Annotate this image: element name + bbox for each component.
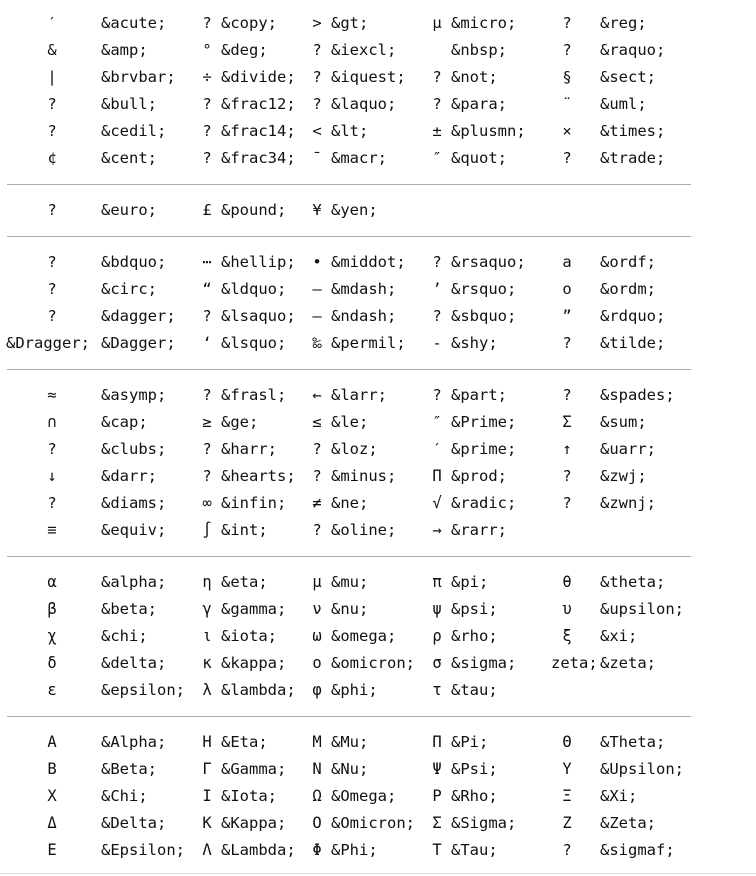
entity-symbol: ? [562, 14, 572, 32]
entity-row [0, 10, 756, 37]
entity-symbol: Ε [47, 841, 57, 859]
entity-name: &dagger; [101, 307, 176, 325]
entity-name: &mdash; [331, 280, 397, 298]
entity-symbol: ∩ [47, 413, 57, 431]
entity-name: &pi; [451, 573, 489, 591]
entity-symbol: o [562, 280, 572, 298]
entity-name: &uml; [600, 95, 647, 113]
entity-name: &uarr; [600, 440, 656, 458]
entity-name: &frac14; [221, 122, 296, 140]
entity-name: &shy; [451, 334, 498, 352]
entity-name: &spades; [600, 386, 675, 404]
entity-name: &tau; [451, 681, 498, 699]
entity-symbol: Τ [432, 841, 442, 859]
entity-row [0, 596, 756, 623]
entity-name: &Eta; [221, 733, 268, 751]
entity-name: &zwnj; [600, 494, 656, 512]
entity-symbol: ? [562, 41, 572, 59]
entity-symbol: ? [312, 68, 322, 86]
entity-symbol: ? [562, 841, 572, 859]
entity-name: &yen; [331, 201, 378, 219]
entity-name: &larr; [331, 386, 387, 404]
entity-name: &Gamma; [221, 760, 287, 778]
entity-symbol: Ψ [432, 760, 442, 778]
entity-symbol: μ [312, 573, 322, 591]
entity-symbol: ? [432, 253, 442, 271]
entity-symbol [547, 197, 587, 224]
entity-name: &theta; [600, 573, 666, 591]
entity-symbol: ? [432, 307, 442, 325]
entity-name: &Dagger; [101, 334, 176, 352]
entity-name: &darr; [101, 467, 157, 485]
entity-symbol: γ [202, 600, 212, 618]
entity-symbol: × [562, 122, 572, 140]
entity-name: &Kappa; [221, 814, 287, 832]
entity-name: &Mu; [331, 733, 369, 751]
entity-name: &rsaquo; [451, 253, 526, 271]
entity-name: &raquo; [600, 41, 666, 59]
entity-name: &reg; [600, 14, 647, 32]
entity-name: &harr; [221, 440, 277, 458]
entity-name: &Beta; [101, 760, 157, 778]
entity-row [0, 249, 756, 276]
entity-symbol: ? [202, 386, 212, 404]
entity-symbol: — [312, 280, 322, 298]
entity-symbol: χ [47, 627, 57, 645]
entity-symbol: ? [562, 149, 572, 167]
entity-symbol: Σ [432, 814, 442, 832]
entity-name: &asymp; [101, 386, 167, 404]
entity-name: &acute; [101, 14, 167, 32]
entity-symbol: ? [562, 467, 572, 485]
entity-symbol: √ [432, 494, 442, 512]
entity-symbol: ε [47, 681, 57, 699]
entity-name: &zwj; [600, 467, 647, 485]
bottom-divider [0, 873, 756, 874]
entity-name: &sbquo; [451, 307, 517, 325]
entity-name: &bull; [101, 95, 157, 113]
entity-symbol: ≥ [202, 413, 212, 431]
entity-name: &zeta; [600, 654, 656, 672]
entity-name: &not; [451, 68, 498, 86]
entity-symbol: θ [562, 573, 572, 591]
entity-symbol: ↓ [47, 467, 57, 485]
entity-name: &pound; [221, 201, 287, 219]
entity-name: &rsquo; [451, 280, 517, 298]
entity-row [0, 729, 756, 756]
entity-symbol: β [47, 600, 57, 618]
entity-name: &eta; [221, 573, 268, 591]
entity-name: &gt; [331, 14, 369, 32]
entity-symbol: ≈ [47, 386, 57, 404]
entity-name: &int; [221, 521, 268, 539]
entity-name: &permil; [331, 334, 406, 352]
entity-name: &Pi; [451, 733, 489, 751]
entity-name: &sect; [600, 68, 656, 86]
entity-name: &tilde; [600, 334, 666, 352]
entity-name: &macr; [331, 149, 387, 167]
entity-name: &para; [451, 95, 507, 113]
entity-name: &Theta; [600, 733, 666, 751]
entity-symbol: ¯ [312, 149, 322, 167]
entity-name: &cent; [101, 149, 157, 167]
entity-name: &prime; [451, 440, 517, 458]
entity-symbol: ¥ [312, 201, 322, 219]
entity-name: &phi; [331, 681, 378, 699]
entity-symbol: ν [312, 600, 322, 618]
entity-symbol: ? [202, 14, 212, 32]
entity-name: &ge; [221, 413, 259, 431]
entity-name: &plusmn; [451, 122, 526, 140]
entity-name: &clubs; [101, 440, 167, 458]
section-divider [7, 556, 691, 557]
entity-symbol: Φ [312, 841, 322, 859]
entity-symbol: § [562, 68, 572, 86]
entity-name: &ne; [331, 494, 369, 512]
entity-row [0, 382, 756, 409]
entity-symbol: ? [47, 440, 57, 458]
entity-symbol: ↑ [562, 440, 572, 458]
entity-symbol: ± [432, 122, 442, 140]
entity-symbol: ρ [432, 627, 442, 645]
entity-symbol: Ζ [562, 814, 572, 832]
entity-row [0, 650, 756, 677]
entity-symbol: φ [312, 681, 322, 699]
entity-symbol: Λ [202, 841, 212, 859]
entity-name: &bdquo; [101, 253, 167, 271]
entity-symbol: ” [562, 307, 572, 325]
entity-name: &Chi; [101, 787, 148, 805]
entity-name: &omicron; [331, 654, 415, 672]
entity-name: &ordm; [600, 280, 656, 298]
entity-name: &Omicron; [331, 814, 415, 832]
entity-symbol: < [312, 122, 322, 140]
entity-row [0, 276, 756, 303]
entity-name: &iexcl; [331, 41, 397, 59]
entity-name: &ordf; [600, 253, 656, 271]
entity-symbol: ? [47, 201, 57, 219]
entity-name: &Xi; [600, 787, 638, 805]
entity-name: &omega; [331, 627, 397, 645]
entity-name: &cap; [101, 413, 148, 431]
entity-name: &Iota; [221, 787, 277, 805]
entity-row [0, 623, 756, 650]
entity-name: &lambda; [221, 681, 296, 699]
entity-symbol: | [47, 68, 57, 86]
entity-symbol: ‘ [202, 334, 212, 352]
entity-symbol: ’ [432, 280, 442, 298]
entity-symbol: Ξ [562, 787, 572, 805]
entity-symbol: ⋯ [202, 253, 212, 271]
entity-name: &Omega; [331, 787, 397, 805]
entity-symbol: &Dragger; [6, 334, 90, 352]
entity-name: &quot; [451, 149, 507, 167]
entity-name: &Zeta; [600, 814, 656, 832]
entity-name: &Prime; [451, 413, 517, 431]
entity-name: &lsquo; [221, 334, 287, 352]
entity-name: &rho; [451, 627, 498, 645]
entity-symbol: ″ [432, 149, 442, 167]
entity-symbol: ? [202, 122, 212, 140]
entity-symbol: ? [312, 467, 322, 485]
entity-row [0, 810, 756, 837]
section-divider [7, 369, 691, 370]
entity-symbol: ξ [562, 627, 572, 645]
entity-symbol: ? [312, 41, 322, 59]
entity-name: &le; [331, 413, 369, 431]
entity-symbol: Ρ [432, 787, 442, 805]
entity-symbol: ¨ [562, 95, 572, 113]
entity-name: &prod; [451, 467, 507, 485]
entity-symbol: ? [202, 95, 212, 113]
entity-symbol: - [432, 334, 442, 352]
entity-name: &micro; [451, 14, 517, 32]
entity-name: &iota; [221, 627, 277, 645]
entity-row [0, 756, 756, 783]
entity-symbol: ≠ [312, 494, 322, 512]
entity-name: &nu; [331, 600, 369, 618]
entity-row [0, 490, 756, 517]
entity-name: &brvbar; [101, 68, 176, 86]
entity-symbol: ι [202, 627, 212, 645]
entity-row [0, 436, 756, 463]
entity-symbol: Ω [312, 787, 322, 805]
entity-symbol: Π [432, 467, 442, 485]
entity-name: &sum; [600, 413, 647, 431]
entity-symbol: Π [432, 733, 442, 751]
entity-row [0, 197, 756, 224]
entity-name: &iquest; [331, 68, 406, 86]
entity-name: &chi; [101, 627, 148, 645]
entity-symbol: ? [47, 122, 57, 140]
entity-name: &diams; [101, 494, 167, 512]
entity-symbol: τ [432, 681, 442, 699]
entity-name: &radic; [451, 494, 517, 512]
entity-symbol: zeta; [551, 654, 598, 672]
entity-name: &minus; [331, 467, 397, 485]
entity-symbol: & [47, 41, 57, 59]
entity-symbol: ? [312, 440, 322, 458]
entity-name: &deg; [221, 41, 268, 59]
section-divider [7, 716, 691, 717]
entity-symbol: → [432, 521, 442, 539]
entity-symbol: ω [312, 627, 322, 645]
entity-symbol: ? [432, 386, 442, 404]
entity-symbol: ″ [432, 413, 442, 431]
entity-symbol: υ [562, 600, 572, 618]
entity-symbol: ? [202, 307, 212, 325]
entity-symbol: Δ [47, 814, 57, 832]
entity-name: &Epsilon; [101, 841, 185, 859]
entity-name: &frac12; [221, 95, 296, 113]
entity-name: &laquo; [331, 95, 397, 113]
entity-name: &frasl; [221, 386, 287, 404]
entity-name: &nbsp; [451, 41, 507, 59]
entity-name: &Rho; [451, 787, 498, 805]
entity-symbol: ? [312, 521, 322, 539]
entity-symbol: ≡ [47, 521, 57, 539]
entity-row [0, 37, 756, 64]
entity-row [0, 517, 756, 544]
entity-name: &beta; [101, 600, 157, 618]
entity-name: &Psi; [451, 760, 498, 778]
entity-symbol: Γ [202, 760, 212, 778]
entity-name: &infin; [221, 494, 287, 512]
entity-symbol: Ι [202, 787, 212, 805]
entity-symbol: ′ [432, 440, 442, 458]
entity-symbol: η [202, 573, 212, 591]
entity-name: &delta; [101, 654, 167, 672]
entity-symbol: Σ [562, 413, 572, 431]
entity-symbol: ο [312, 654, 322, 672]
entity-symbol: κ [202, 654, 212, 672]
entity-name: &equiv; [101, 521, 167, 539]
entity-symbol: α [47, 573, 57, 591]
entity-name: &amp; [101, 41, 148, 59]
section-divider [7, 184, 691, 185]
entity-symbol: Α [47, 733, 57, 751]
entity-symbol: – [312, 307, 322, 325]
entity-row [0, 118, 756, 145]
entity-row [0, 145, 756, 172]
entity-symbol: ? [47, 253, 57, 271]
entity-name: &psi; [451, 600, 498, 618]
entity-name: &Upsilon; [600, 760, 684, 778]
entity-row [0, 330, 756, 357]
entity-name: &gamma; [221, 600, 287, 618]
entity-name: &oline; [331, 521, 397, 539]
entity-row [0, 783, 756, 810]
entity-name: &xi; [600, 627, 638, 645]
entity-name: &kappa; [221, 654, 287, 672]
entity-symbol: δ [47, 654, 57, 672]
entity-symbol: ? [202, 440, 212, 458]
entity-symbol: Ο [312, 814, 322, 832]
entity-name: &divide; [221, 68, 296, 86]
entity-symbol: a [562, 253, 572, 271]
entity-name: &lt; [331, 122, 369, 140]
entity-symbol [547, 517, 587, 544]
entity-symbol: ¢ [47, 149, 57, 167]
entity-name: &Nu; [331, 760, 369, 778]
entity-symbol: ‰ [312, 334, 322, 352]
entity-symbol: ? [562, 386, 572, 404]
entity-symbol: ÷ [202, 68, 212, 86]
entity-symbol: ′ [47, 14, 57, 32]
entity-name: &ndash; [331, 307, 397, 325]
entity-symbol [417, 197, 457, 224]
entity-name: &Delta; [101, 814, 167, 832]
entity-row [0, 677, 756, 704]
entity-row [0, 569, 756, 596]
entity-name: &euro; [101, 201, 157, 219]
entity-symbol: ? [432, 68, 442, 86]
entity-name: &copy; [221, 14, 277, 32]
entity-symbol: ∞ [202, 494, 212, 512]
entity-name: &trade; [600, 149, 666, 167]
entity-name: &times; [600, 122, 666, 140]
entity-row [0, 409, 756, 436]
entity-symbol: ° [202, 41, 212, 59]
entity-name: &rdquo; [600, 307, 666, 325]
entity-symbol: ∫ [202, 521, 212, 539]
entity-symbol: ? [47, 494, 57, 512]
entity-name: &rarr; [451, 521, 507, 539]
entity-name: &Tau; [451, 841, 498, 859]
entity-symbol: Θ [562, 733, 572, 751]
entity-name: &ldquo; [221, 280, 287, 298]
entity-name: &Phi; [331, 841, 378, 859]
entity-name: &alpha; [101, 573, 167, 591]
entity-symbol: “ [202, 280, 212, 298]
entity-name: &middot; [331, 253, 406, 271]
entity-symbol: ? [202, 467, 212, 485]
entity-name: &hellip; [221, 253, 296, 271]
entity-row [0, 303, 756, 330]
entity-symbol: λ [202, 681, 212, 699]
entity-name: &lsaquo; [221, 307, 296, 325]
entity-name: &cedil; [101, 122, 167, 140]
entity-row [0, 463, 756, 490]
entity-name: &loz; [331, 440, 378, 458]
entity-symbol: Κ [202, 814, 212, 832]
entity-symbol: Η [202, 733, 212, 751]
entity-name: &Sigma; [451, 814, 517, 832]
entity-row [0, 64, 756, 91]
entity-symbol: ? [202, 149, 212, 167]
entity-name: &Lambda; [221, 841, 296, 859]
entity-symbol: σ [432, 654, 442, 672]
entity-name: &sigma; [451, 654, 517, 672]
entity-name: &frac34; [221, 149, 296, 167]
entity-symbol: Β [47, 760, 57, 778]
entity-symbol: Χ [47, 787, 57, 805]
entity-name: &epsilon; [101, 681, 185, 699]
entity-symbol: ? [47, 280, 57, 298]
entity-name: &Alpha; [101, 733, 167, 751]
entity-symbol: £ [202, 201, 212, 219]
entity-name: &part; [451, 386, 507, 404]
entity-row [0, 837, 756, 864]
section-divider [7, 236, 691, 237]
entity-symbol: ← [312, 386, 322, 404]
entity-symbol [547, 677, 587, 704]
entity-symbol: ? [312, 95, 322, 113]
entity-symbol: ? [47, 307, 57, 325]
entity-symbol: ≤ [312, 413, 322, 431]
entity-symbol: ? [562, 334, 572, 352]
entity-symbol: Μ [312, 733, 322, 751]
entity-row [0, 91, 756, 118]
entity-symbol: > [312, 14, 322, 32]
entity-symbol: π [432, 573, 442, 591]
entity-name: &mu; [331, 573, 369, 591]
entity-name: &upsilon; [600, 600, 684, 618]
entity-name: &circ; [101, 280, 157, 298]
entity-symbol: ? [47, 95, 57, 113]
entity-symbol: • [312, 253, 322, 271]
entity-name: &sigmaf; [600, 841, 675, 859]
entity-symbol: ψ [432, 600, 442, 618]
entity-symbol: Υ [562, 760, 572, 778]
entity-symbol: ? [562, 494, 572, 512]
entity-name: &hearts; [221, 467, 296, 485]
entity-symbol: Ν [312, 760, 322, 778]
entity-symbol: ? [432, 95, 442, 113]
entity-symbol: µ [432, 14, 442, 32]
